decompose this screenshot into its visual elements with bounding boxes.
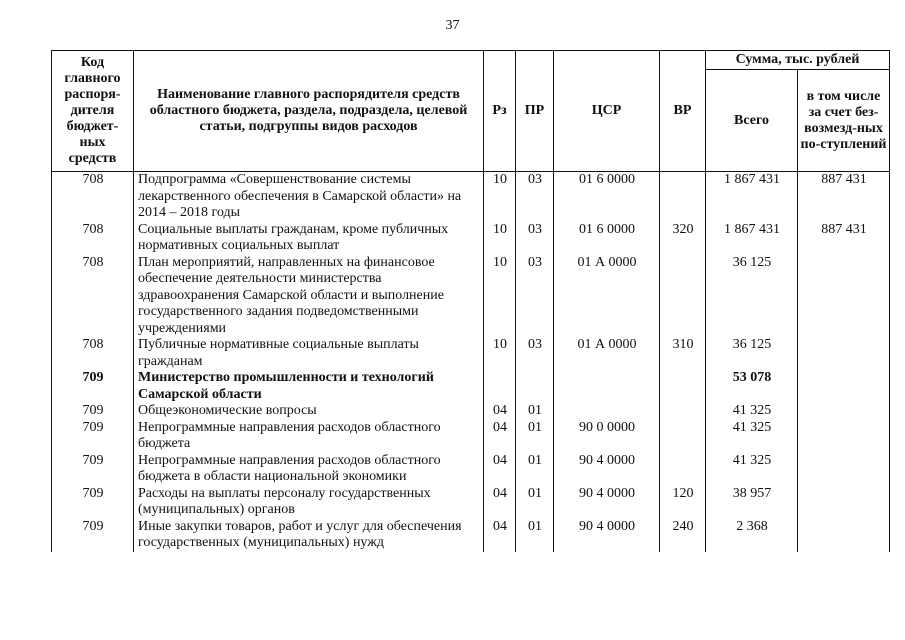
cell-rz: 10 bbox=[484, 255, 516, 338]
page-number: 37 bbox=[445, 18, 460, 33]
cell-rz: 04 bbox=[484, 420, 516, 453]
header-free: в том числе за счет без-возмезд-ных по-ступлений bbox=[798, 70, 890, 172]
cell-vr: 120 bbox=[660, 486, 706, 519]
cell-code: 708 bbox=[52, 255, 134, 338]
cell-csr: 01 А 0000 bbox=[554, 337, 660, 370]
table-row bbox=[52, 420, 890, 453]
table-row bbox=[52, 519, 890, 552]
cell-code: 709 bbox=[52, 519, 134, 552]
table-row bbox=[52, 486, 890, 519]
cell-code: 708 bbox=[52, 222, 134, 255]
cell-pr: 03 bbox=[516, 255, 554, 338]
cell-total: 1 867 431 bbox=[706, 172, 798, 222]
header-vr: ВР bbox=[660, 51, 706, 172]
cell-code: 708 bbox=[52, 172, 134, 222]
cell-free bbox=[798, 453, 890, 486]
cell-csr: 90 4 0000 bbox=[554, 519, 660, 552]
header-csr: ЦСР bbox=[554, 51, 660, 172]
cell-pr: 01 bbox=[516, 453, 554, 486]
table-row bbox=[52, 172, 890, 222]
cell-csr: 90 4 0000 bbox=[554, 486, 660, 519]
cell-pr: 01 bbox=[516, 486, 554, 519]
cell-code: 709 bbox=[52, 453, 134, 486]
cell-vr: 310 bbox=[660, 337, 706, 370]
table-body bbox=[52, 172, 890, 552]
cell-total: 1 867 431 bbox=[706, 222, 798, 255]
cell-name: Непрограммные направления расходов областного бюджета в области национальной экономики bbox=[134, 453, 484, 486]
cell-vr: 240 bbox=[660, 519, 706, 552]
cell-free: 887 431 bbox=[798, 222, 890, 255]
cell-rz: 10 bbox=[484, 337, 516, 370]
cell-free bbox=[798, 255, 890, 338]
cell-free: 887 431 bbox=[798, 172, 890, 222]
cell-name: Общеэкономические вопросы bbox=[134, 403, 484, 420]
cell-total: 38 957 bbox=[706, 486, 798, 519]
cell-pr bbox=[516, 370, 554, 403]
cell-csr bbox=[554, 370, 660, 403]
table-row bbox=[52, 255, 890, 338]
cell-vr: 320 bbox=[660, 222, 706, 255]
header-name: Наименование главного распорядителя средств областного бюджета, раздела, подраздела, целевой статьи, подгруппы видов расходов bbox=[134, 51, 484, 172]
cell-csr: 90 0 0000 bbox=[554, 420, 660, 453]
header-rz: Рз bbox=[484, 51, 516, 172]
cell-pr: 03 bbox=[516, 172, 554, 222]
cell-csr: 01 6 0000 bbox=[554, 222, 660, 255]
table-row bbox=[52, 403, 890, 420]
cell-code: 709 bbox=[52, 370, 134, 403]
cell-free bbox=[798, 403, 890, 420]
cell-total: 2 368 bbox=[706, 519, 798, 552]
cell-total: 53 078 bbox=[706, 370, 798, 403]
cell-total: 41 325 bbox=[706, 420, 798, 453]
cell-total: 36 125 bbox=[706, 255, 798, 338]
cell-rz: 10 bbox=[484, 172, 516, 222]
header-pr: ПР bbox=[516, 51, 554, 172]
cell-name: Подпрограмма «Совершенствование системы лекарственного обеспечения в Самарской области» на 2014 – 2018 годы bbox=[134, 172, 484, 222]
cell-free bbox=[798, 337, 890, 370]
cell-code: 709 bbox=[52, 486, 134, 519]
cell-name: Министерство промышленности и технологий Самарской области bbox=[134, 370, 484, 403]
budget-table bbox=[51, 50, 890, 552]
cell-pr: 03 bbox=[516, 337, 554, 370]
cell-vr bbox=[660, 370, 706, 403]
cell-free bbox=[798, 420, 890, 453]
header-sum-group: Сумма, тыс. рублей bbox=[706, 51, 890, 70]
cell-pr: 01 bbox=[516, 420, 554, 453]
cell-pr: 01 bbox=[516, 403, 554, 420]
cell-free bbox=[798, 519, 890, 552]
cell-name: Социальные выплаты гражданам, кроме публичных нормативных социальных выплат bbox=[134, 222, 484, 255]
cell-name: Публичные нормативные социальные выплаты гражданам bbox=[134, 337, 484, 370]
cell-csr bbox=[554, 403, 660, 420]
cell-name: План мероприятий, направленных на финансовое обеспечение деятельности министерства здравоохранения Самарской области и выполнение государственного задания подведомственными учреждениями bbox=[134, 255, 484, 338]
cell-pr: 01 bbox=[516, 519, 554, 552]
table-row bbox=[52, 453, 890, 486]
cell-rz: 04 bbox=[484, 486, 516, 519]
cell-name: Расходы на выплаты персоналу государственных (муниципальных) органов bbox=[134, 486, 484, 519]
cell-code: 709 bbox=[52, 403, 134, 420]
cell-rz: 04 bbox=[484, 403, 516, 420]
cell-rz: 04 bbox=[484, 453, 516, 486]
header-code: Код главного распоря-дителя бюджет-ных средств bbox=[52, 51, 134, 172]
table-row bbox=[52, 222, 890, 255]
cell-csr: 01 6 0000 bbox=[554, 172, 660, 222]
cell-vr bbox=[660, 403, 706, 420]
cell-vr bbox=[660, 255, 706, 338]
cell-vr bbox=[660, 172, 706, 222]
cell-csr: 90 4 0000 bbox=[554, 453, 660, 486]
cell-vr bbox=[660, 420, 706, 453]
cell-vr bbox=[660, 453, 706, 486]
table-row bbox=[52, 370, 890, 403]
cell-total: 36 125 bbox=[706, 337, 798, 370]
cell-name: Непрограммные направления расходов областного бюджета bbox=[134, 420, 484, 453]
cell-free bbox=[798, 486, 890, 519]
cell-total: 41 325 bbox=[706, 453, 798, 486]
cell-pr: 03 bbox=[516, 222, 554, 255]
table-row bbox=[52, 337, 890, 370]
cell-rz: 04 bbox=[484, 519, 516, 552]
cell-rz bbox=[484, 370, 516, 403]
cell-code: 709 bbox=[52, 420, 134, 453]
cell-free bbox=[798, 370, 890, 403]
header-total: Всего bbox=[706, 70, 798, 172]
cell-rz: 10 bbox=[484, 222, 516, 255]
cell-total: 41 325 bbox=[706, 403, 798, 420]
cell-csr: 01 А 0000 bbox=[554, 255, 660, 338]
cell-name: Иные закупки товаров, работ и услуг для обеспечения государственных (муниципальных) нужд bbox=[134, 519, 484, 552]
cell-code: 708 bbox=[52, 337, 134, 370]
